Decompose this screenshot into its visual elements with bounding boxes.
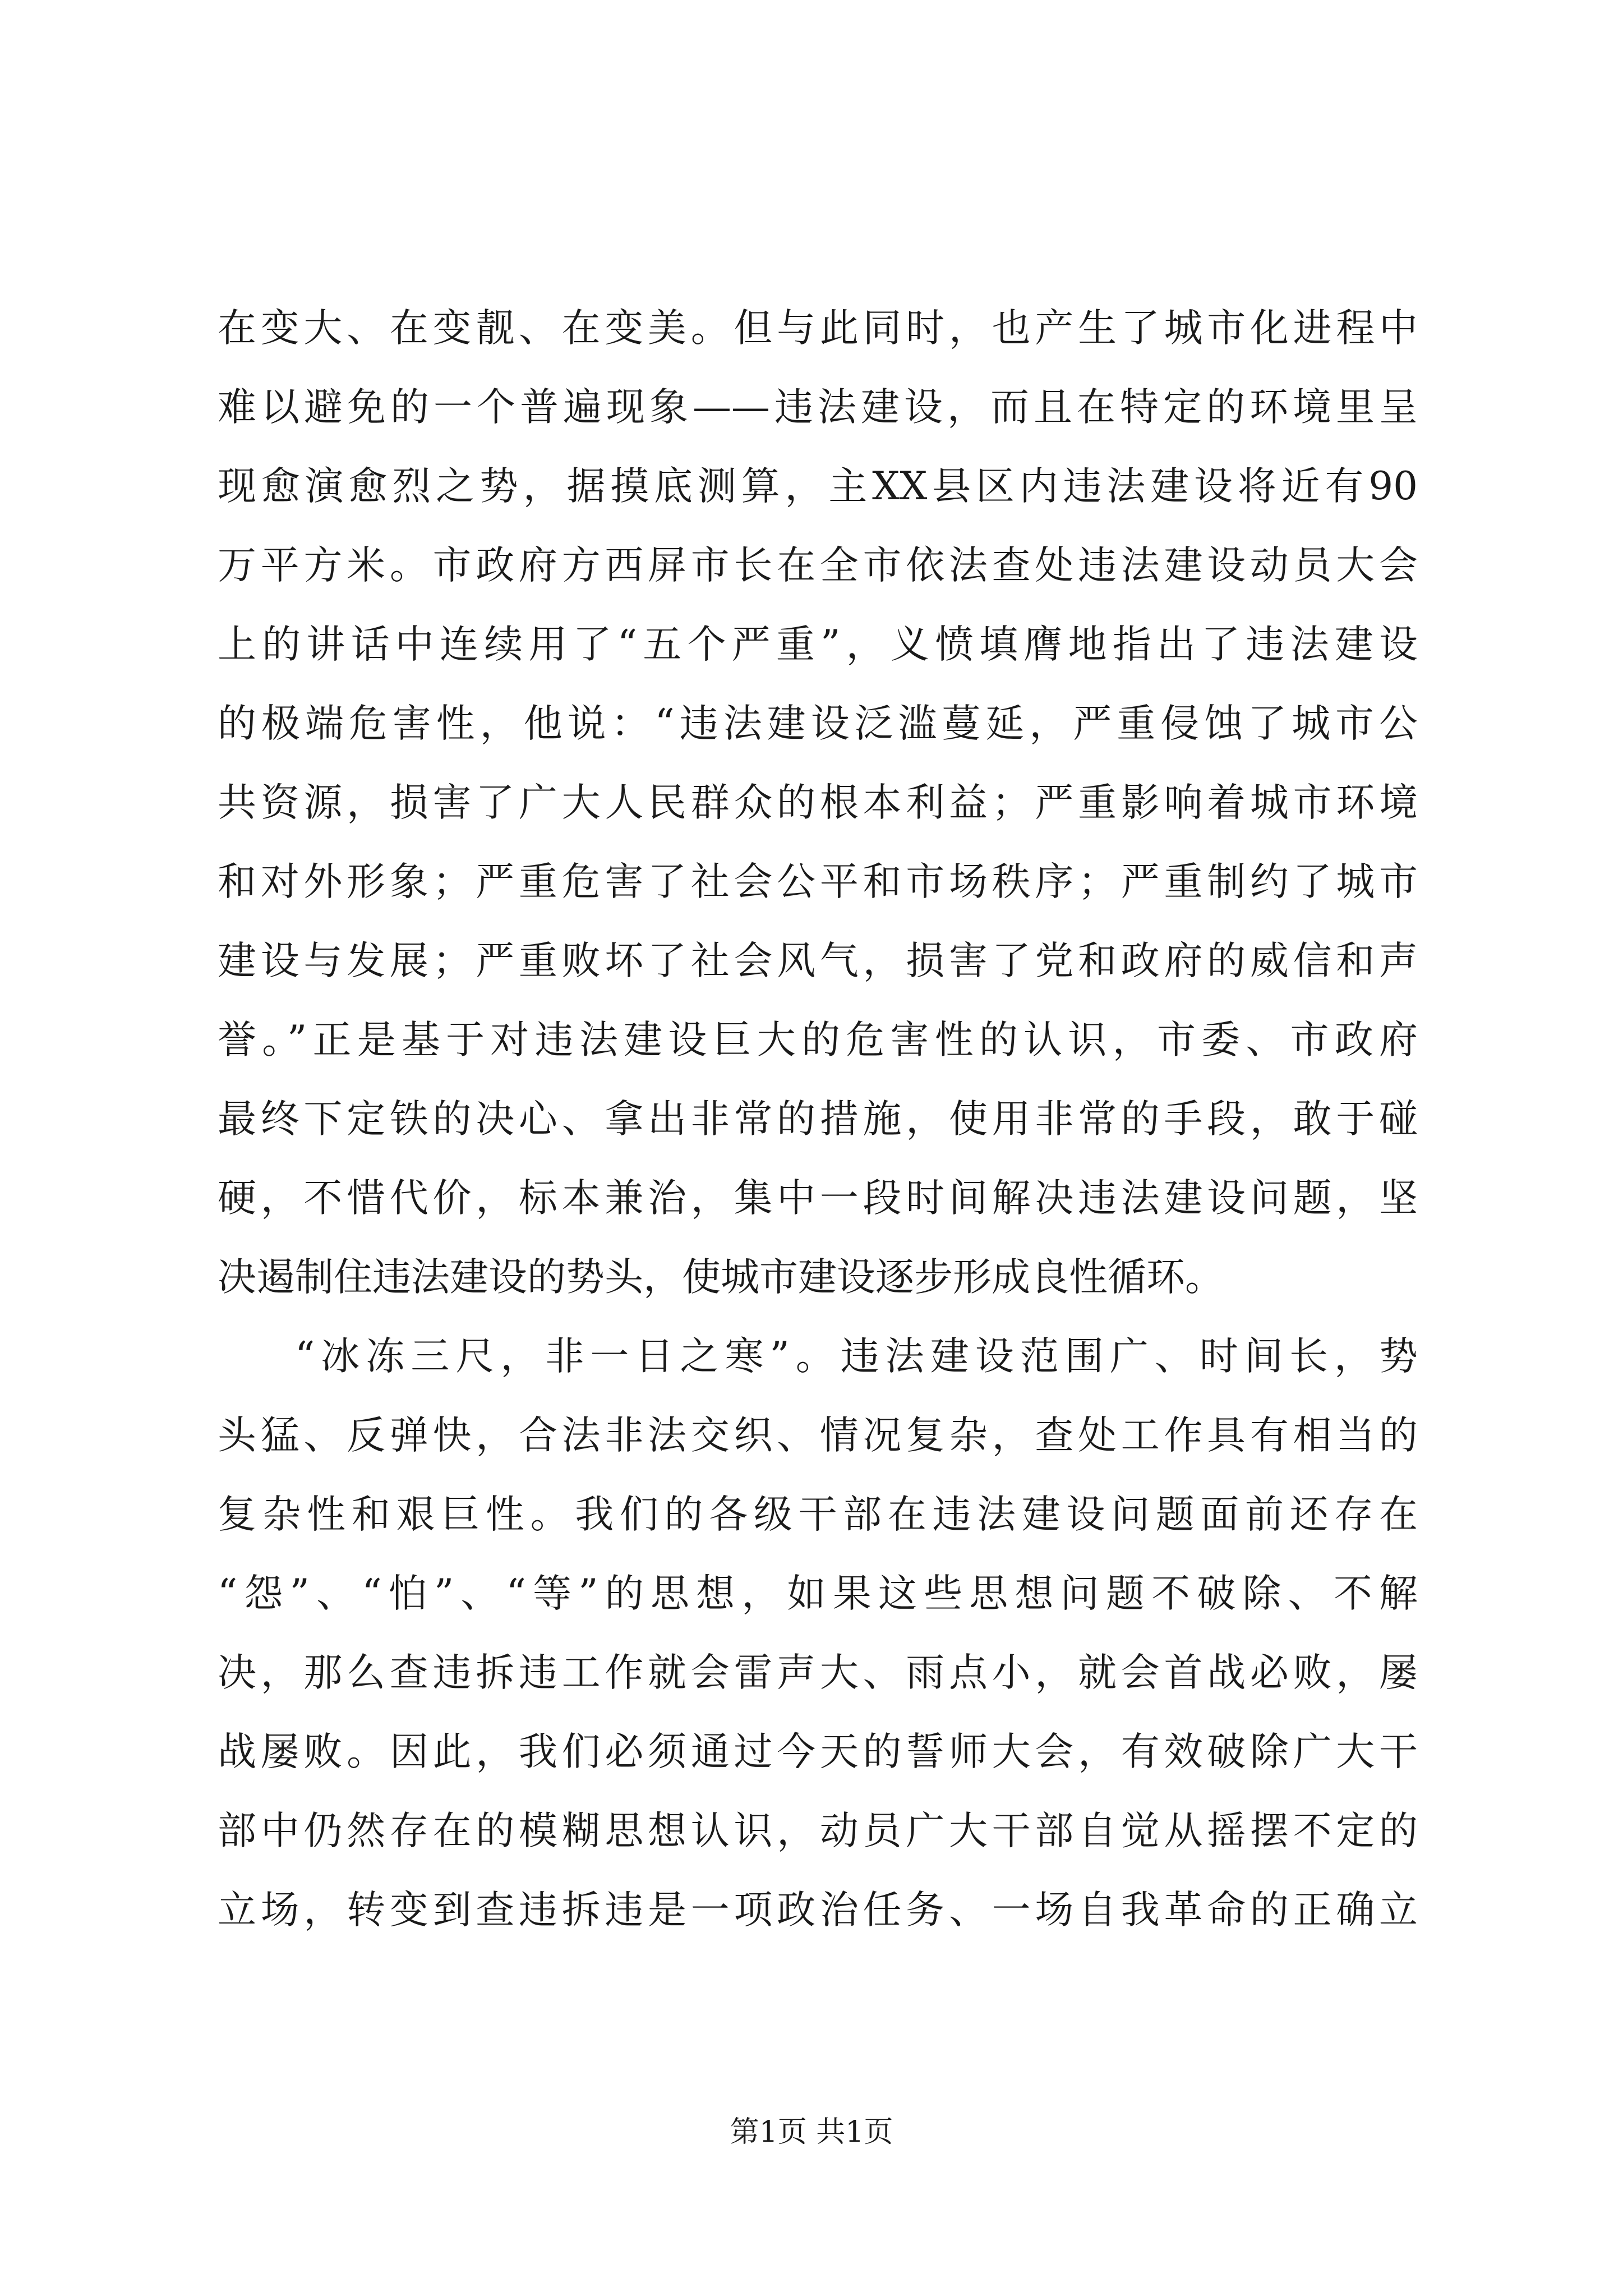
text-line-9: 建设与发展；严重败坏了社会风气，损害了党和政府的威信和声 — [218, 938, 1418, 983]
text-line-15: 头猛、反弹快，合法非法交织、情况复杂，查处工作具有相当的 — [218, 1413, 1418, 1458]
text-line-16: 复杂性和艰巨性。我们的各级干部在违法建设问题面前还存在 — [218, 1492, 1418, 1537]
text-line-19: 战屡败。因此，我们必须通过今天的誓师大会，有效破除广大干 — [218, 1729, 1418, 1774]
page-footer: 第1页 共1页 — [730, 2115, 893, 2149]
text-line-7: 共资源，损害了广大人民群众的根本利益；严重影响着城市环境 — [218, 780, 1418, 825]
text-line-1: 在变大、在变靓、在变美。但与此同时，也产生了城市化进程中 — [218, 306, 1418, 351]
text-line-5: 上的讲话中连续用了“五个严重”，义愤填膺地指出了违法建设 — [218, 622, 1418, 667]
text-line-2: 难以避免的一个普遍现象——违法建设，而且在特定的环境里呈 — [218, 385, 1418, 430]
text-line-18: 决，那么查违拆违工作就会雷声大、雨点小，就会首战必败，屡 — [218, 1650, 1418, 1695]
text-line-4: 万平方米。市政府方西屏市长在全市依法查处违法建设动员大会 — [218, 543, 1418, 588]
text-line-10: 誉。”正是基于对违法建设巨大的危害性的认识，市委、市政府 — [218, 1018, 1418, 1062]
text-line-6: 的极端危害性，他说：“违法建设泛滥蔓延，严重侵蚀了城市公 — [218, 701, 1418, 746]
text-line-8: 和对外形象；严重危害了社会公平和市场秩序；严重制约了城市 — [218, 859, 1418, 904]
text-line-17: “怨”、“怕”、“等”的思想，如果这些思想问题不破除、不解 — [218, 1571, 1418, 1616]
text-line-11: 最终下定铁的决心、拿出非常的措施，使用非常的手段，敢于碰 — [218, 1097, 1418, 1142]
body-text — [218, 289, 1418, 1950]
text-line-14: “冰冻三尺，非一日之寒”。违法建设范围广、时间长，势 — [295, 1334, 1418, 1379]
text-line-3: 现愈演愈烈之势，据摸底测算，主XX县区内违法建设将近有90 — [218, 464, 1418, 509]
text-line-13: 决遏制住违法建设的势头，使城市建设逐步形成良性循环。 — [218, 1255, 1224, 1300]
text-line-20: 部中仍然存在的模糊思想认识，动员广大干部自觉从摇摆不定的 — [218, 1809, 1418, 1853]
text-line-12: 硬，不惜代价，标本兼治，集中一段时间解决违法建设问题，坚 — [218, 1176, 1418, 1221]
text-line-21: 立场，转变到查违拆违是一项政治任务、一场自我革命的正确立 — [218, 1888, 1418, 1932]
